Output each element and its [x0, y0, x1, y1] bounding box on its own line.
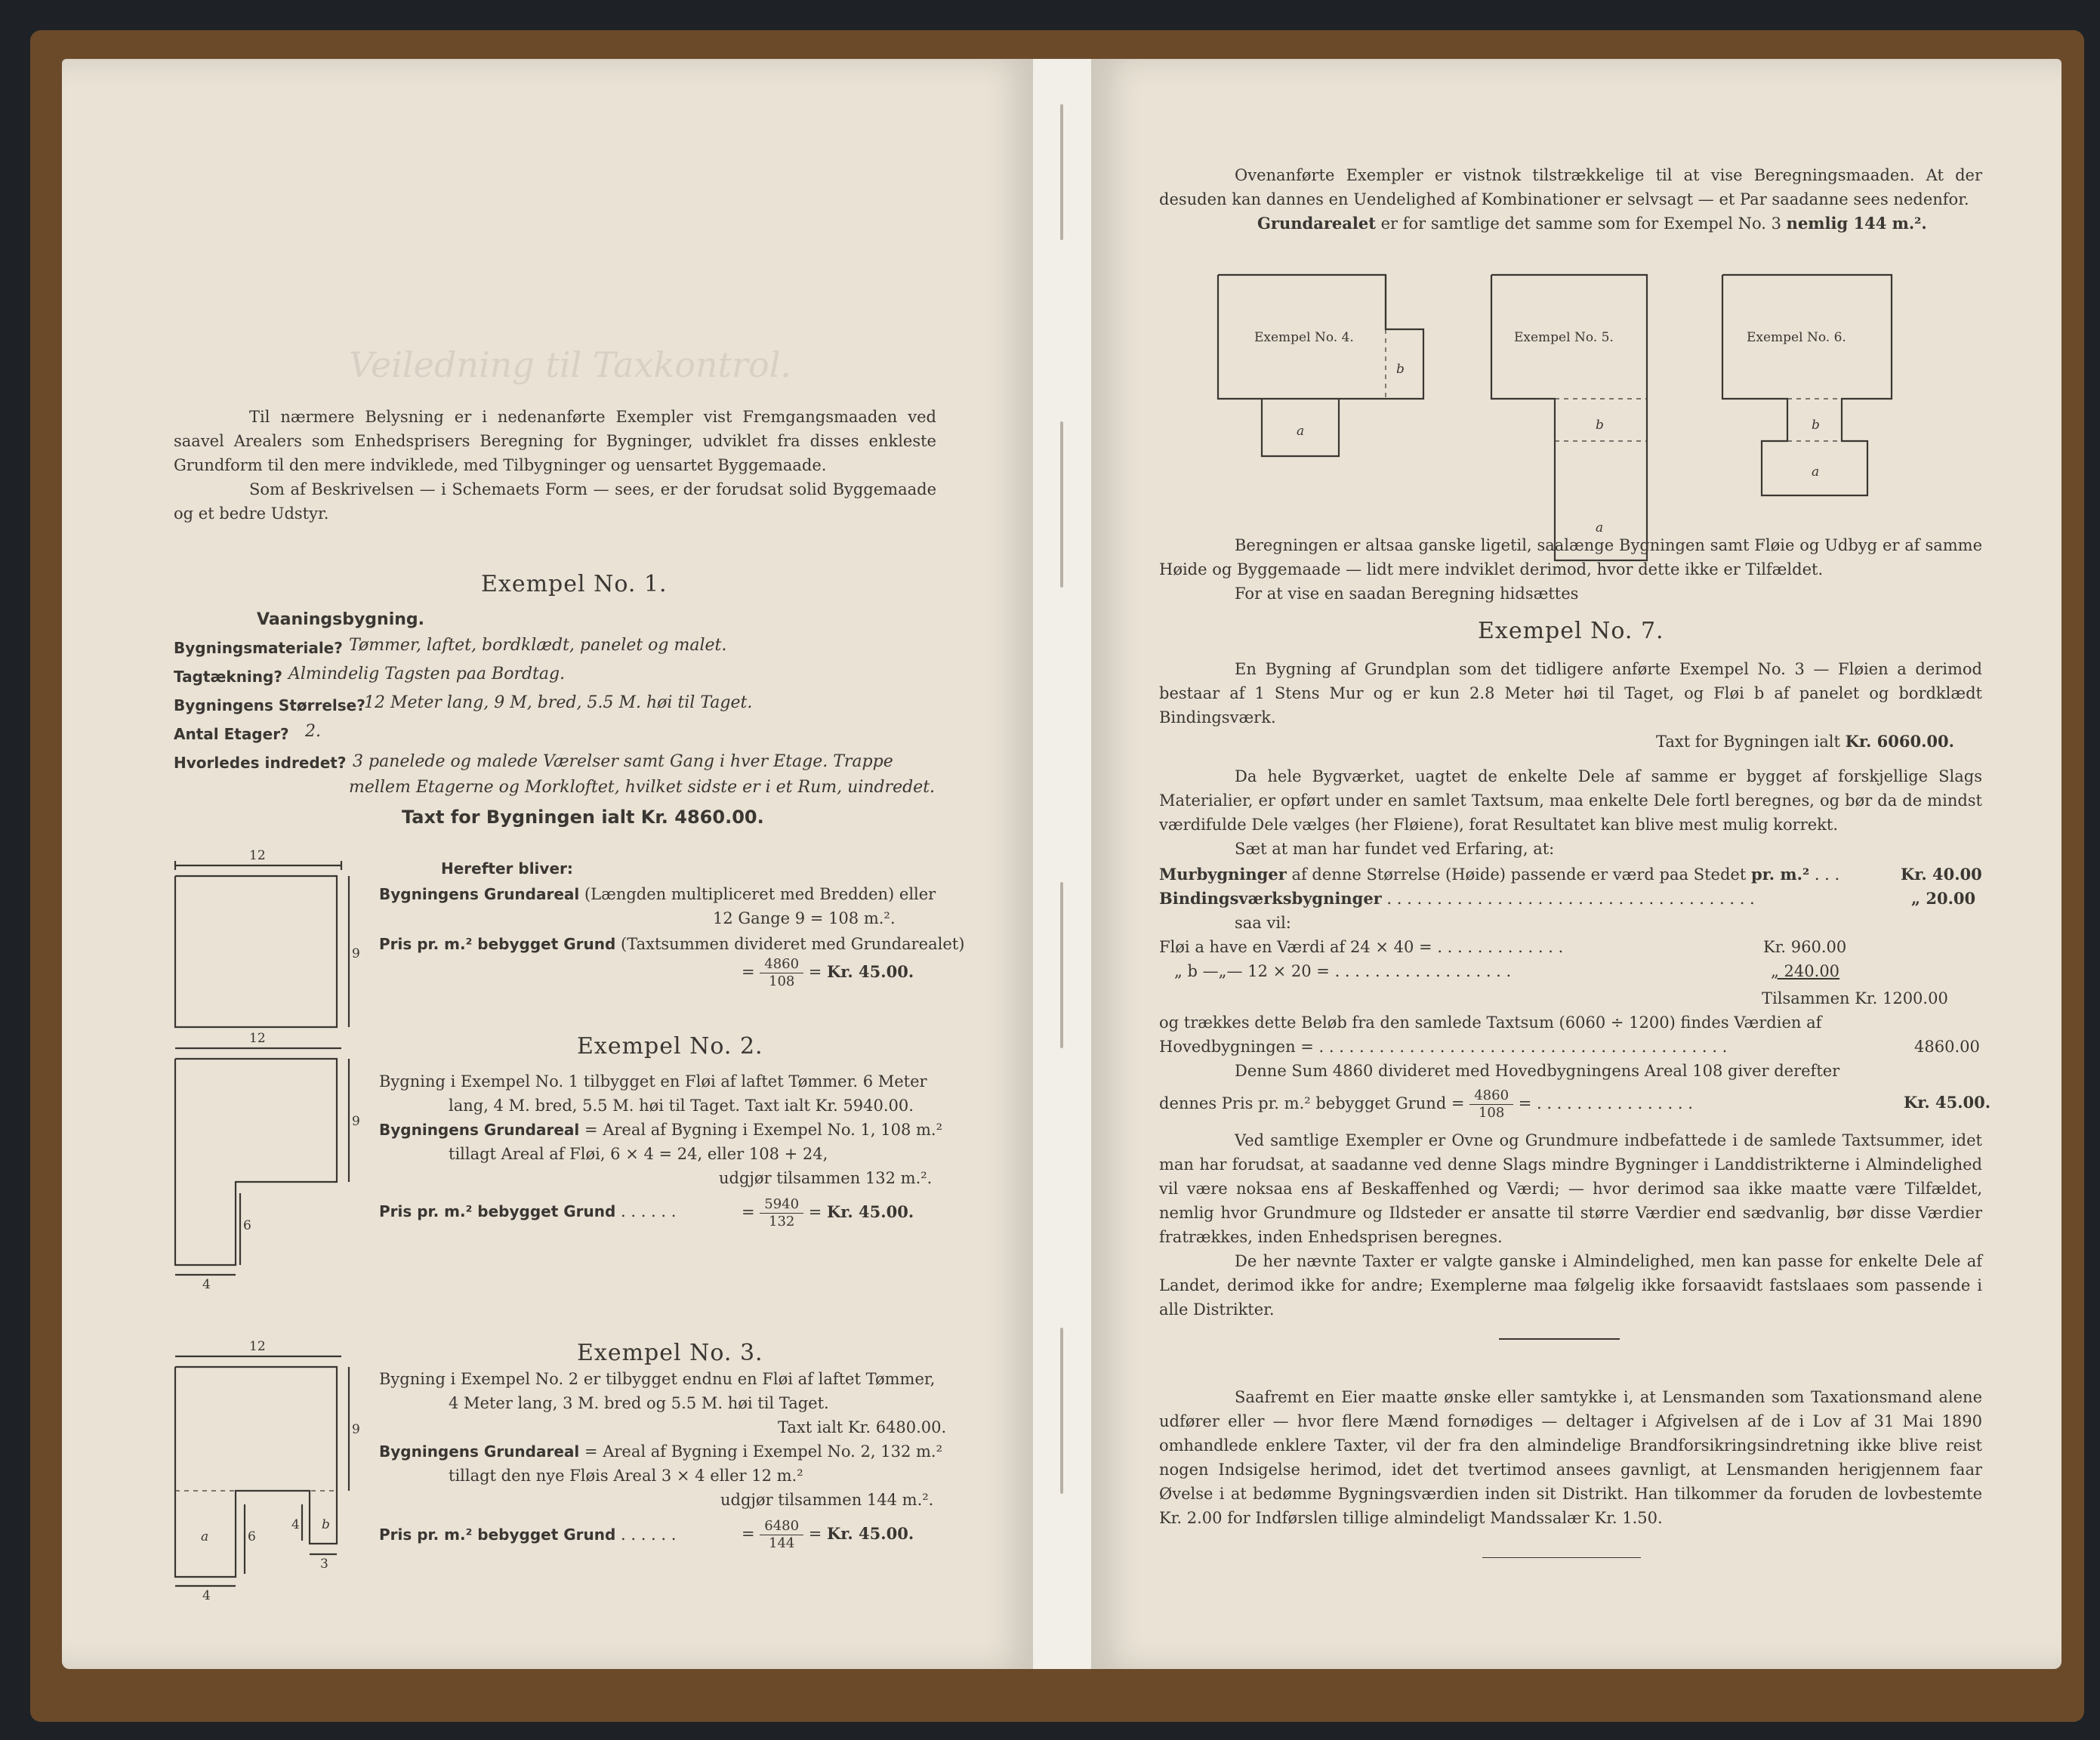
- section-divider: [1499, 1338, 1620, 1340]
- right-p8: Ved samtlige Exempler er Ovne og Grundmure indbefattede i de samlede Taxtsummer, idet man har forudsat, at saadanne ved denne Slags mindre Bygninger i Landdistrikterne i Almindelighed vil være noksaa ens af Beskaffenhed og Værdi; — hvor derimod saa ikke maatte være Tilfældet, nemlig hvor Grundmure og Ildsteder er ansatte til større Værdier end sædvanlig, bør disse Værdier fratrækkes, inden Enhedsprisen beregnes.: [1159, 1131, 1982, 1246]
- mur-text: af denne Størrelse (Høide) passende er værd paa Stedet: [1291, 865, 1747, 884]
- ex2-line2: lang, 4 M. bred, 5.5 M. høi til Taget. Taxt ialt Kr. 5940.00.: [449, 1097, 914, 1115]
- ex3-line2: 4 Meter lang, 3 M. bred og 5.5 M. høi til Taget.: [449, 1394, 829, 1412]
- svg-text:a: a: [1812, 464, 1820, 480]
- ex2-grund-text2: tillagt Areal af Fløi, 6 × 4 = 24, eller 108 + 24,: [449, 1145, 828, 1163]
- svg-text:4: 4: [202, 1277, 211, 1292]
- pris-text: (Taxtsummen divideret med Grundarealet): [621, 935, 965, 953]
- plan-example-1: [174, 848, 360, 1056]
- example-1-subtitle: Vaaningsbygning.: [257, 610, 425, 629]
- tilsammen-label: Tilsammen: [1762, 989, 1850, 1007]
- floi-a: Fløi a have en Værdi af 24 × 40 =: [1159, 938, 1432, 956]
- right-p1: Ovenanførte Exempler er vistnok tilstrækkelige til at vise Beregningsmaaden. At der desuden kan dannes en Uendelighed af Kombinationer er selvsagt — et Par saadanne sees nedenfor.: [1159, 166, 1982, 208]
- q-roof: Tagtækning?: [174, 668, 282, 686]
- pris-label: Pris pr. m.² bebygget Grund: [379, 935, 616, 953]
- end-rule: [1482, 1557, 1641, 1558]
- a-size: 12 Meter lang, 9 M, bred, 5.5 M. høi til Taget.: [364, 693, 753, 712]
- bind-value: „ 20.00: [1911, 889, 1976, 908]
- saa-vil: saa vil:: [1235, 914, 1291, 932]
- intro-paragraph-2: Som af Beskrivelsen — i Schemaets Form — sees, er der forudsat solid Byggemaade og et bedre Udstyr.: [174, 480, 936, 523]
- plan6-label: Exempel No. 6.: [1747, 330, 1846, 345]
- mur-unit: pr. m.²: [1750, 865, 1810, 884]
- right-p5: og trækkes dette Beløb fra den samlede Taxtsum (6060 ÷ 1200) findes Værdien af: [1159, 1013, 1822, 1032]
- svg-text:6: 6: [248, 1529, 256, 1544]
- svg-text:4: 4: [202, 1588, 211, 1603]
- ex2-line1: Bygning i Exempel No. 1 tilbygget en Fløi af laftet Tømmer. 6 Meter: [379, 1072, 927, 1091]
- p1-mid: er for samtlige det samme som for Exempel No. 3: [1380, 214, 1781, 233]
- example-7-title: Exempel No. 7.: [1478, 618, 1664, 644]
- plan5-label: Exempel No. 5.: [1514, 330, 1614, 345]
- floi-a-value: Kr. 960.00: [1763, 938, 1847, 956]
- q-size: Bygningens Størrelse?: [174, 696, 365, 714]
- intro-paragraph: Til nærmere Belysning er i nedenanførte Exempler vist Fremgangsmaaden ved saavel Arealers som Enhedsprisers Beregning for Bygninger, udviklet fra disses enkleste Grundform til den mere indviklede, med Tilbygninger og uensartet Byggemaade.: [174, 408, 936, 474]
- svg-text:a: a: [1596, 520, 1604, 535]
- ex3-line1: Bygning i Exempel No. 2 er tilbygget endnu en Fløi af laftet Tømmer,: [379, 1370, 936, 1388]
- p1-bold: Grundarealet: [1257, 214, 1376, 233]
- svg-text:b: b: [322, 1517, 330, 1532]
- svg-text:b: b: [1396, 362, 1405, 377]
- ghost-title: Veiledning til Taxkontrol.: [349, 344, 792, 385]
- ex3-pris-label: Pris pr. m.² bebygget Grund: [379, 1526, 616, 1544]
- svg-text:9: 9: [352, 1422, 360, 1437]
- right-p6: Denne Sum 4860 divideret med Hovedbygningens Areal 108 giver derefter: [1235, 1062, 1840, 1080]
- ex2-fraction: = $\frac{5940}{132}$ = Kr. 45.00.: [742, 1196, 914, 1229]
- example-1-tax: Taxt for Bygningen ialt Kr. 4860.00.: [402, 807, 764, 828]
- right-p2b: For at vise en saadan Beregning hidsættes: [1235, 585, 1579, 603]
- svg-text:b: b: [1812, 418, 1820, 433]
- grundareal-text: (Længden multipliceret med Bredden) eller: [584, 885, 936, 903]
- svg-text:a: a: [1297, 424, 1305, 439]
- ex2-pris-label: Pris pr. m.² bebygget Grund: [379, 1202, 616, 1220]
- hoved-label: Hovedbygningen =: [1159, 1038, 1314, 1056]
- ex2-grund-text: = Areal af Bygning i Exempel No. 1, 108 m.²: [584, 1121, 943, 1139]
- ex3-taxt: Taxt ialt Kr. 6480.00.: [778, 1418, 947, 1436]
- svg-text:12: 12: [249, 1339, 266, 1354]
- example-2-title: Exempel No. 2.: [577, 1033, 763, 1060]
- ex7-result: Kr. 45.00.: [1904, 1093, 1991, 1112]
- svg-text:12: 12: [249, 1031, 266, 1046]
- a-material: Tømmer, laftet, bordklædt, panelet og malet.: [349, 636, 727, 655]
- ex1-result: Kr. 45.00.: [827, 962, 914, 981]
- right-p2: Beregningen er altsaa ganske ligetil, saalænge Bygningen samt Fløie og Udbyg er af samme Høide og Byggemaade — lidt mere indviklet derimod, hvor dette ikke er Tilfældet.: [1159, 536, 1982, 578]
- right-page: Ovenanførte Exempler er vistnok tilstrækkelige til at vise Beregningsmaaden. At der desuden kan dannes en Uendelighed af Kombinationer er selvsagt — et Par saadanne sees nedenfor. Grundarealet er for samtlige det samme som for Exempel No. 3 nemlig 144 m.². Exempel No. 4. b a Exempel No. 5. b a Exempel No. 6. b a Beregningen er altsaa ganske ligetil, saalænge Bygningen samt Fløie og Udbyg er af samme Høide og Byggemaade — lidt mere indviklet derimod, hvor dette ikke er Tilfældet. For at vise en saadan Beregning hidsættes Exempel No. 7. En Bygning af Grundplan som det tidligere anførte Exempel No. 3 — Fløien a derimod bestaar af 1 Stens Mur og er kun 2.8 Meter høi til Taget, og Fløi b af panelet og bordklædt Bindingsværk. Taxt for Bygningen ialt Kr. 6060.00. Da hele Bygværket, uagtet de enkelte Dele af samme er bygget af forskjellige Slags Materialier, er opført under en samlet Taxtsum, maa enkelte Dele fortl beregnes, og bør da de mindst værdifulde Dele vælges (her Fløiene), forat Resultatet kan blive mest mulig korrekt. Sæt at man har fundet ved Erfaring, at: Murbygninger af denne Størrelse (Høide) passende er værd paa Stedet pr. m.² . . . Kr. 40.00 Bindingsværksbygninger . . . . . . . . . . . . . . . . . . . . . . . . . . . . . . . . . . . . . „ 20.00 saa vil: Fløi a have en Værdi af 24 × 40 = . . . . . . . . . . . . . Kr. 960.00 „ b —„— 12 × 20 = . . . . . . . . . . . . . . . . . . „ 240.00 Tilsammen Kr. 1200.00 og trækkes dette Beløb fra den samlede Taxtsum (6060 ÷ 1200) findes Værdien af Hovedbygningen = . . . . . . . . . . . . . . . . . . . . . . . . . . . . . . . . . . . . . . . . . 4860.00 Denne Sum 4860 divideret med Hovedbygningens Areal 108 giver derefter dennes Pris pr. m.² bebygget Grund = $\frac{4860}{108}$ = . . . . . . . . . . . . . . . . Kr. 45.00. Ved samtlige Exempler er Ovne og Grundmure indbefattede i de samlede Taxtsummer, idet man har forudsat, at saadanne ved denne Slags mindre Bygninger i Landdistrikterne i Almindelighed vil være noksaa ens af Beskaffenhed og Værdi; — hvor derimod saa ikke maatte være Tilfældet, nemlig hvor Grundmure og Ildsteder er ansatte til større Værdier end sædvanlig, bør disse Værdier fratrækkes, inden Enhedsprisen beregnes. De her nævnte Taxter er valgte ganske i Almindelighed, men kan passe for enkelte Dele af Landet, derimod ikke for andre; Exemplerne maa følgelig ikke forsaavidt fastslaaes som passende i alle Distrikter. Saafremt en Eier maatte ønske eller samtykke i, at Lensmanden som Taxationsmand alene udfører eller — hvor flere Mænd fornødiges — deltager i Afgivelsen af de i Lov af 31 Mai 1890 omhandlede enklere Taxter, vil der fra den almindelige Brandforsikringsindretning ikke blive reist nogen Indsigelse herimod, idet det tvertimod ansees gavnligt, at Lensmanden herigjennem faar Øvelse i at bedømme Bygningsværdien inden sit Distrikt. Han tilkommer da foruden de lovbestemte Kr. 2.00 for Indførslen tillige almindeligt Mandssalær Kr. 1.50.: [1091, 59, 2061, 1669]
- tilsammen-value: Kr. 1200.00: [1855, 989, 1948, 1007]
- right-p4: Da hele Bygværket, uagtet de enkelte Dele af samme er bygget af forskjellige Slags Materialier, er opført under en samlet Taxtsum, maa enkelte Dele fortl beregnes, og bør da de mindst værdifulde Dele vælges (her Fløiene), forat Resultatet kan blive mest mulig korrekt.: [1159, 767, 1982, 834]
- q-layout: Hvorledes indredet?: [174, 754, 347, 772]
- right-p9: De her nævnte Taxter er valgte ganske i Almindelighed, men kan passe for enkelte Dele af Landet, derimod ikke for andre; Exemplerne maa følgelig ikke forsaavidt fastslaaes som passende i alle Distrikter.: [1159, 1252, 1982, 1319]
- dim-9: 9: [352, 946, 360, 961]
- a-roof: Almindelig Tagsten paa Bordtag.: [288, 665, 566, 683]
- q-material: Bygningsmateriale?: [174, 639, 343, 657]
- taxt7-value: Kr. 6060.00.: [1845, 732, 1954, 751]
- ex2-grund-label: Bygningens Grundareal: [379, 1121, 580, 1139]
- a-layout-2: mellem Etagerne og Morkloftet, hvilket sidste er i et Rum, uindredet.: [349, 778, 936, 797]
- mur-value: Kr. 40.00: [1901, 865, 1982, 884]
- grundareal-calc: 12 Gange 9 = 108 m.².: [713, 909, 896, 927]
- book-gutter: [1033, 59, 1093, 1669]
- ex2-grund-total: udgjør tilsammen 132 m.².: [719, 1169, 933, 1187]
- grundareal-label: Bygningens Grundareal: [379, 885, 580, 903]
- q-floors: Antal Etager?: [174, 725, 289, 743]
- left-page: Veiledning til Taxkontrol. Til nærmere Belysning er i nedenanførte Exempler vist Fremgangsmaaden ved saavel Arealers som Enhedsprisers Beregning for Bygninger, udviklet fra disses enkleste Grundform til den mere indviklede, med Tilbygninger og uensartet Byggemaade. Som af Beskrivelsen — i Schemaets Form — sees, er der forudsat solid Byggemaade og et bedre Udstyr. Exempel No. 1. Vaaningsbygning. Bygningsmateriale? Tømmer, laftet, bordklædt, panelet og malet. Tagtækning? Almindelig Tagsten paa Bordtag. Bygningens Størrelse? 12 Meter lang, 9 M, bred, 5.5 M. høi til Taget. Antal Etager? 2. Hvorledes indredet? 3 panelede og malede Værelser samt Gang i hver Etage. Trappe mellem Etagerne og Morkloftet, hvilket sidste er i et Rum, uindredet. Taxt for Bygningen ialt Kr. 4860.00. 12 9 Herefter bliver: Bygningens Grundareal (Længden multipliceret med Bredden) eller 12 Gange 9 = 108 m.². Pris pr. m.² bebygget Grund (Taxtsummen divideret med Grundarealet) = $\frac{4860}{108}$ = Kr. 45.00. Exempel No. 2. 12 9 6 4 Bygning i Exempel No. 1 tilbygget en Fløi af laftet Tømmer. 6 Meter lang, 4 M. bred, 5.5 M. høi til Taget. Taxt ialt Kr. 5940.00. Bygningens Grundareal = Areal af Bygning i Exempel No. 1, 108 m.² tillagt Areal af Fløi, 6 × 4 = 24, eller 108 + 24, udgjør tilsammen 132 m.². Pris pr. m.² bebygget Grund . . . . . . = $\frac{5940}{132}$ = Kr. 45.00. Exempel No. 3. 12 9 6 4 a b 3 4 Bygning i Exempel No. 2 er tilbygget endnu en Fløi af laftet Tømmer, 4 Meter lang, 3 M. bred og 5.5 M. høi til Taget. Taxt ialt Kr. 6480.00. Bygningens Grundareal = Areal af Bygning i Exempel No. 2, 132 m.² tillagt den nye Fløis Areal 3 × 4 eller 12 m.² udgjør tilsammen 144 m.². Pris pr. m.² bebygget Grund . . . . . . = $\frac{6480}{144}$ = Kr. 45.00.: [62, 59, 1036, 1669]
- herefter-label: Herefter bliver:: [441, 859, 573, 878]
- svg-text:9: 9: [352, 1114, 360, 1129]
- a-layout-1: 3 panelede og malede Værelser samt Gang i hver Etage. Trappe: [353, 752, 893, 771]
- ex1-fraction: = $\frac{4860}{108}$ = Kr. 45.00.: [742, 956, 914, 989]
- plan-example-3: [174, 1339, 360, 1615]
- plan-example-2: [174, 1031, 360, 1292]
- example-3-title: Exempel No. 3.: [577, 1340, 763, 1366]
- right-p10: Saafremt en Eier maatte ønske eller samtykke i, at Lensmanden som Taxationsmand alene udfører eller — hvor flere Mænd fornødiges — deltager i Afgivelsen af de i Lov af 31 Mai 1890 omhandlede enklere Taxter, vil der fra den almindelige Brandforsikringsindretning ikke blive reist nogen Indsigelse herimod, idet det tvertimod ansees gavnligt, at Lensmanden herigjennem faar Øvelse i at bedømme Bygningsværdien inden sit Distrikt. Han tilkommer da foruden de lovbestemte Kr. 2.00 for Indførslen tillige almindeligt Mandssalær Kr. 1.50.: [1159, 1388, 1982, 1527]
- ex3-grund-text2: tillagt den nye Fløis Areal 3 × 4 eller 12 m.²: [449, 1467, 803, 1485]
- p1-end: nemlig 144 m.².: [1786, 214, 1927, 233]
- ex3-grund-label: Bygningens Grundareal: [379, 1442, 580, 1461]
- bind-label: Bindingsværksbygninger: [1159, 889, 1382, 908]
- svg-text:3: 3: [320, 1556, 328, 1572]
- taxt7-label: Taxt for Bygningen ialt: [1656, 733, 1840, 751]
- example-1-title: Exempel No. 1.: [481, 571, 668, 597]
- svg-text:a: a: [201, 1529, 209, 1544]
- ex1-den: 108: [769, 973, 795, 989]
- floi-b-value: „ 240.00: [1771, 962, 1840, 980]
- svg-text:b: b: [1596, 418, 1604, 433]
- a-floors: 2.: [305, 722, 321, 741]
- right-p4b: Sæt at man har fundet ved Erfaring, at:: [1235, 840, 1555, 858]
- ex1-num: 4860: [760, 956, 803, 973]
- svg-text:4: 4: [291, 1517, 300, 1532]
- plan4-label: Exempel No. 4.: [1254, 330, 1354, 345]
- floi-b: „ b —„— 12 × 20 =: [1174, 962, 1330, 980]
- svg-text:6: 6: [243, 1218, 251, 1233]
- ex3-fraction: = $\frac{6480}{144}$ = Kr. 45.00.: [742, 1518, 914, 1551]
- plans-4-5-6: [1218, 275, 1973, 535]
- ex3-grund-text: = Areal af Bygning i Exempel No. 2, 132 m.²: [584, 1442, 943, 1461]
- mur-label: Murbygninger: [1159, 865, 1287, 884]
- dim-12: 12: [249, 848, 266, 863]
- right-p7: dennes Pris pr. m.² bebygget Grund =: [1159, 1094, 1465, 1112]
- right-p3: En Bygning af Grundplan som det tidligere anførte Exempel No. 3 — Fløien a derimod bestaar af 1 Stens Mur og er kun 2.8 Meter høi til Taget, og Fløi b af panelet og bordklædt Bindingsværk.: [1159, 660, 1982, 727]
- hoved-value: 4860.00: [1914, 1038, 1980, 1056]
- ex3-grund-total: udgjør tilsammen 144 m.².: [720, 1491, 934, 1509]
